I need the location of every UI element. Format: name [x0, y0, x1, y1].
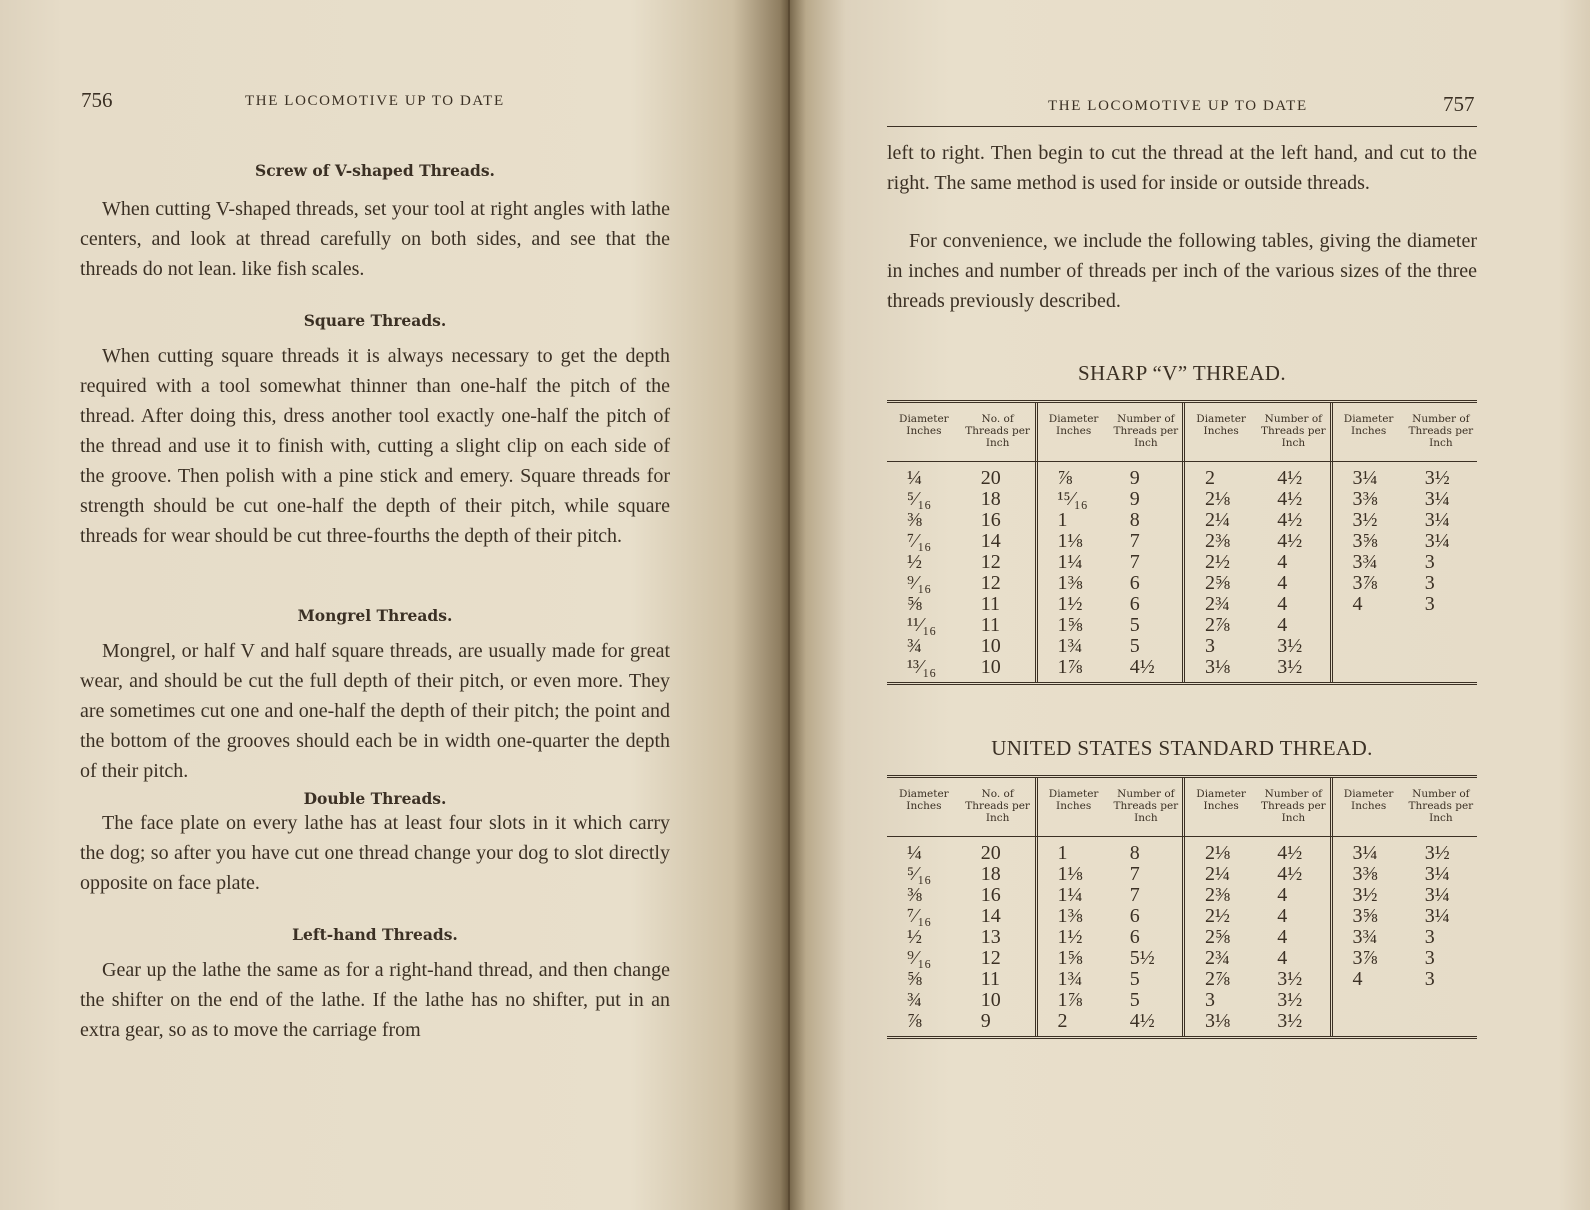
- diameter-cell: ⅞: [1057, 467, 1073, 489]
- threads-cell: 4: [1277, 884, 1288, 906]
- threads-cell: 5: [1129, 635, 1140, 657]
- threads-cell: 8: [1129, 509, 1140, 531]
- diameter-cell: ⁹⁄₁₆: [907, 947, 932, 969]
- threads-cell: 5: [1129, 989, 1140, 1011]
- threads-cell: 7: [1129, 530, 1140, 552]
- threads-cell: 9: [1129, 467, 1140, 489]
- threads-cell: 3½: [1277, 1010, 1303, 1032]
- threads-cell: 11: [980, 968, 1001, 990]
- section-paragraph: When cutting V-shaped threads, set your tool at right angles with lathe centers, and look at thread carefully on both sides, and see that the threads do not lean. like fish scales.: [80, 198, 670, 280]
- threads-cell: 16: [980, 884, 1001, 906]
- threads-cell: 4½: [1277, 509, 1303, 531]
- threads-cell: 3: [1424, 968, 1435, 990]
- threads-cell: 3: [1424, 947, 1435, 969]
- diameter-cell: 1⅝: [1057, 947, 1083, 969]
- diameter-cell: 1¼: [1057, 551, 1083, 573]
- diameter-cell: 2⅝: [1205, 572, 1230, 594]
- diameter-cell: ¾: [907, 635, 922, 657]
- column-header: Diameter Inches: [1343, 788, 1394, 812]
- running-head-right: THE LOCOMOTIVE UP TO DATE: [1048, 98, 1308, 114]
- threads-cell: 3¼: [1424, 884, 1450, 906]
- diameter-cell: ⁵⁄₁₆: [907, 863, 932, 885]
- section-heading: Double Threads.: [303, 789, 447, 808]
- diameter-cell: ¹⁵⁄₁₆: [1057, 488, 1088, 510]
- threads-cell: 7: [1129, 863, 1140, 885]
- threads-cell: 4½: [1277, 488, 1303, 510]
- threads-cell: 9: [1129, 488, 1140, 510]
- column-header: Number of Threads per Inch: [1261, 413, 1326, 449]
- section-heading: Screw of V-shaped Threads.: [255, 161, 495, 180]
- header-rule: [887, 126, 1477, 127]
- diameter-cell: 3½: [1352, 884, 1378, 906]
- continued-paragraph: left to right. Then begin to cut the thread at the left hand, and cut to the right. The same method is used for inside or outside threads.: [887, 142, 1477, 194]
- diameter-cell: 3⅝: [1352, 905, 1378, 927]
- threads-cell: 16: [980, 509, 1001, 531]
- threads-cell: 4: [1277, 572, 1288, 594]
- threads-cell: 11: [980, 614, 1001, 636]
- diameter-cell: 3¼: [1352, 467, 1378, 489]
- diameter-cell: 2: [1205, 467, 1215, 489]
- threads-cell: 20: [980, 467, 1001, 489]
- threads-cell: 10: [980, 635, 1001, 657]
- threads-cell: 3: [1424, 551, 1435, 573]
- threads-column: [1257, 843, 1329, 1032]
- diameter-cell: 2⅝: [1205, 926, 1230, 948]
- threads-cell: 4: [1277, 614, 1288, 636]
- column-header: Number of Threads per Inch: [1261, 788, 1326, 824]
- section-heading: Square Threads.: [303, 311, 447, 330]
- diameter-cell: 1½: [1057, 926, 1083, 948]
- column-header: Diameter Inches: [1196, 413, 1246, 437]
- diameter-column: [887, 843, 961, 1032]
- threads-column: [961, 468, 1035, 678]
- running-head-left: THE LOCOMOTIVE UP TO DATE: [245, 93, 505, 109]
- section-heading: Mongrel Threads.: [297, 606, 453, 625]
- threads-cell: 3½: [1277, 656, 1303, 678]
- diameter-cell: ½: [907, 926, 922, 948]
- diameter-column: [1185, 468, 1257, 678]
- diameter-cell: 3¾: [1352, 926, 1378, 948]
- diameter-cell: 3⅜: [1352, 488, 1378, 510]
- threads-cell: 3½: [1277, 635, 1303, 657]
- diameter-cell: ⁷⁄₁₆: [907, 905, 932, 927]
- page-number-left: 756: [81, 88, 113, 112]
- column-header: Number of Threads per Inch: [1408, 788, 1474, 824]
- threads-cell: 3¼: [1424, 488, 1450, 510]
- column-header: Diameter Inches: [1343, 413, 1394, 437]
- diameter-cell: 3¼: [1352, 842, 1378, 864]
- section-paragraph: When cutting square threads it is always necessary to get the depth required with a tool somewhat thinner than one-half the pitch of the thread. After doing this, dress another tool exactly one-half the pitch of the thread and use it to finish with, cutting a slight clip on each side of the groove. Then polish with a pine stick and emery. Square threads for strength should be cut one-half the depth of their pitch, while square threads for wear should be cut three-fourths the depth of their pitch.: [80, 345, 670, 547]
- threads-cell: 4½: [1129, 1010, 1155, 1032]
- threads-cell: 4: [1277, 593, 1288, 615]
- threads-column: [1110, 843, 1182, 1032]
- right-page: [790, 0, 1590, 1210]
- threads-cell: 12: [980, 947, 1001, 969]
- diameter-cell: ¼: [907, 842, 922, 864]
- diameter-cell: 3⅛: [1205, 656, 1230, 678]
- diameter-cell: 1½: [1057, 593, 1083, 615]
- threads-cell: 4: [1277, 926, 1288, 948]
- threads-cell: 11: [980, 593, 1001, 615]
- threads-cell: 3: [1424, 572, 1435, 594]
- threads-cell: 9: [980, 1010, 991, 1032]
- threads-cell: 4: [1277, 905, 1288, 927]
- threads-cell: 18: [980, 863, 1001, 885]
- diameter-column: [1038, 468, 1110, 678]
- column-header: Diameter Inches: [899, 413, 949, 437]
- threads-cell: 20: [980, 842, 1001, 864]
- column-header: Diameter Inches: [1196, 788, 1246, 812]
- intro-paragraph: For convenience, we include the following tables, giving the diameter in inches and number of threads per inch of the various sizes of the three threads previously described.: [887, 230, 1477, 312]
- table-title: UNITED STATES STANDARD THREAD.: [991, 736, 1373, 760]
- diameter-cell: 4: [1352, 593, 1363, 615]
- column-header: Diameter Inches: [1048, 788, 1099, 812]
- diameter-column: [1333, 468, 1405, 678]
- diameter-column: [1333, 843, 1405, 1032]
- diameter-cell: ⅜: [907, 509, 922, 531]
- threads-cell: 7: [1129, 884, 1140, 906]
- diameter-cell: 2¾: [1205, 947, 1230, 969]
- threads-cell: 12: [980, 572, 1001, 594]
- diameter-cell: 2⅛: [1205, 842, 1230, 864]
- threads-cell: 18: [980, 488, 1001, 510]
- threads-cell: 4½: [1277, 863, 1303, 885]
- threads-cell: 10: [980, 989, 1001, 1011]
- threads-cell: 4½: [1129, 656, 1155, 678]
- diameter-cell: 3½: [1352, 509, 1378, 531]
- threads-cell: 3¼: [1424, 863, 1450, 885]
- diameter-cell: ¼: [907, 467, 922, 489]
- threads-cell: 3: [1424, 926, 1435, 948]
- diameter-cell: 3: [1205, 989, 1215, 1011]
- diameter-cell: ¾: [907, 989, 922, 1011]
- diameter-cell: 1: [1057, 509, 1068, 531]
- threads-cell: 3½: [1424, 467, 1450, 489]
- table-title: SHARP “V” THREAD.: [1077, 361, 1287, 385]
- diameter-cell: ⅜: [907, 884, 922, 906]
- diameter-cell: 1⅛: [1057, 530, 1083, 552]
- threads-cell: 13: [980, 926, 1001, 948]
- table-header-row: [887, 778, 1477, 837]
- diameter-cell: 3⅛: [1205, 1010, 1230, 1032]
- diameter-cell: 3⅞: [1352, 947, 1378, 969]
- diameter-column: [887, 468, 961, 678]
- diameter-cell: 1¼: [1057, 884, 1083, 906]
- diameter-cell: 2⅛: [1205, 488, 1230, 510]
- diameter-cell: 3: [1205, 635, 1215, 657]
- threads-cell: 8: [1129, 842, 1140, 864]
- diameter-cell: 1⅞: [1057, 656, 1083, 678]
- diameter-cell: 3⅝: [1352, 530, 1378, 552]
- threads-cell: 3½: [1424, 842, 1450, 864]
- diameter-cell: 2½: [1205, 905, 1230, 927]
- diameter-cell: 2⅜: [1205, 884, 1230, 906]
- diameter-cell: 1⅞: [1057, 989, 1083, 1011]
- diameter-cell: 4: [1352, 968, 1363, 990]
- diameter-cell: 2¾: [1205, 593, 1230, 615]
- table-header-row: [887, 403, 1477, 462]
- threads-column: [1405, 843, 1477, 1032]
- us-standard-thread-table: [887, 775, 1477, 1039]
- threads-column: [1257, 468, 1329, 678]
- diameter-cell: 2½: [1205, 551, 1230, 573]
- diameter-cell: 1¾: [1057, 635, 1083, 657]
- threads-cell: 7: [1129, 551, 1140, 573]
- diameter-cell: 1¾: [1057, 968, 1083, 990]
- column-header: Number of Threads per Inch: [1113, 413, 1179, 449]
- diameter-cell: ⁷⁄₁₆: [907, 530, 932, 552]
- sharp-v-thread-table: [887, 400, 1477, 685]
- threads-cell: 3¼: [1424, 509, 1450, 531]
- column-header: No. of Threads per Inch: [965, 413, 1030, 449]
- diameter-cell: 1⅝: [1057, 614, 1083, 636]
- section-paragraph: Mongrel, or half V and half square threads, are usually made for great wear, and should be cut the full depth of their pitch, or even more. They are sometimes cut one and one-half the depth of their pitch; the point and the bottom of the grooves should each be in width one-quarter the depth of their pitch.: [80, 640, 670, 782]
- diameter-cell: 1: [1057, 842, 1068, 864]
- diameter-cell: 2: [1057, 1010, 1068, 1032]
- column-header: Diameter Inches: [1048, 413, 1099, 437]
- column-header: No. of Threads per Inch: [965, 788, 1030, 824]
- page-number-right: 757: [1443, 92, 1475, 116]
- diameter-cell: ⁹⁄₁₆: [907, 572, 932, 594]
- diameter-cell: ⅞: [907, 1010, 922, 1032]
- diameter-cell: ⁵⁄₁₆: [907, 488, 932, 510]
- threads-cell: 10: [980, 656, 1001, 678]
- threads-cell: 3½: [1277, 968, 1303, 990]
- section-paragraph: Gear up the lathe the same as for a right-hand thread, and then change the shifter on the end of the lathe. If the lathe has no shifter, put in an extra gear, so as to move the carriage from: [80, 959, 670, 1041]
- column-header: Number of Threads per Inch: [1408, 413, 1474, 449]
- diameter-cell: 2⅜: [1205, 530, 1230, 552]
- threads-cell: 4½: [1277, 530, 1303, 552]
- threads-cell: 3¼: [1424, 905, 1450, 927]
- diameter-cell: ¹³⁄₁₆: [907, 656, 937, 678]
- threads-cell: 6: [1129, 926, 1140, 948]
- diameter-cell: 2¼: [1205, 863, 1230, 885]
- threads-cell: 5½: [1129, 947, 1155, 969]
- diameter-cell: ½: [907, 551, 922, 573]
- threads-cell: 4: [1277, 947, 1288, 969]
- threads-cell: 14: [980, 530, 1001, 552]
- threads-cell: 3: [1424, 593, 1435, 615]
- column-header: Number of Threads per Inch: [1113, 788, 1179, 824]
- threads-cell: 4½: [1277, 467, 1303, 489]
- diameter-column: [1185, 843, 1257, 1032]
- diameter-cell: 1⅜: [1057, 905, 1083, 927]
- diameter-cell: 2⅞: [1205, 968, 1230, 990]
- threads-cell: 5: [1129, 614, 1140, 636]
- threads-column: [1405, 468, 1477, 678]
- threads-cell: 5: [1129, 968, 1140, 990]
- threads-column: [961, 843, 1035, 1032]
- threads-column: [1110, 468, 1182, 678]
- threads-cell: 6: [1129, 593, 1140, 615]
- diameter-cell: 1⅜: [1057, 572, 1083, 594]
- threads-cell: 4½: [1277, 842, 1303, 864]
- threads-cell: 6: [1129, 572, 1140, 594]
- section-heading: Left-hand Threads.: [292, 925, 458, 944]
- diameter-cell: ⅝: [907, 968, 922, 990]
- threads-cell: 6: [1129, 905, 1140, 927]
- diameter-cell: ¹¹⁄₁₆: [907, 614, 937, 636]
- diameter-cell: 2⅞: [1205, 614, 1230, 636]
- threads-cell: 3¼: [1424, 530, 1450, 552]
- diameter-cell: 3¾: [1352, 551, 1378, 573]
- threads-cell: 14: [980, 905, 1001, 927]
- threads-cell: 4: [1277, 551, 1288, 573]
- section-paragraph: The face plate on every lathe has at least four slots in it which carry the dog; so after you have cut one thread change your dog to slot directly opposite on face plate.: [80, 812, 670, 894]
- left-page: [0, 0, 788, 1210]
- threads-cell: 12: [980, 551, 1001, 573]
- threads-cell: 3½: [1277, 989, 1303, 1011]
- diameter-cell: ⅝: [907, 593, 922, 615]
- column-header: Diameter Inches: [899, 788, 949, 812]
- diameter-cell: 3⅜: [1352, 863, 1378, 885]
- diameter-cell: 2¼: [1205, 509, 1230, 531]
- diameter-cell: 1⅛: [1057, 863, 1083, 885]
- diameter-cell: 3⅞: [1352, 572, 1378, 594]
- diameter-column: [1038, 843, 1110, 1032]
